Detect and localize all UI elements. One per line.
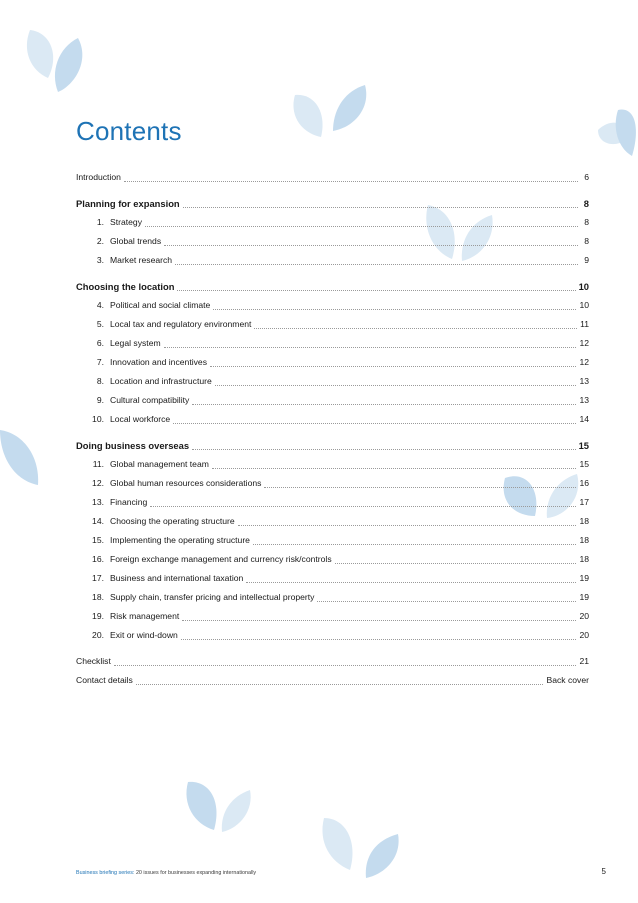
leaf-decoration-top-right xyxy=(588,100,638,170)
toc-label: Contact details xyxy=(76,675,133,685)
toc-label: Strategy xyxy=(110,217,143,227)
toc-label: Global management team xyxy=(110,459,209,469)
toc-label: Financing xyxy=(110,497,148,507)
toc-leader-dots xyxy=(253,543,576,545)
toc-leader-dots xyxy=(136,683,544,685)
toc-item-number: 15. xyxy=(92,535,104,545)
footer xyxy=(76,870,256,876)
toc-item-number: 16. xyxy=(92,554,104,564)
toc-leader-dots xyxy=(183,206,578,208)
toc-section-row[interactable] xyxy=(76,194,589,213)
toc-row[interactable] xyxy=(76,296,589,315)
toc-item-number: 18. xyxy=(92,592,104,602)
toc-page-number: 8 xyxy=(584,236,589,246)
toc-page-number: 19 xyxy=(579,573,589,583)
toc-leader-dots xyxy=(264,486,576,488)
leaf-decoration-left-edge xyxy=(0,425,50,505)
toc-row[interactable] xyxy=(76,493,589,512)
toc-page-number: 21 xyxy=(579,656,589,666)
toc-page-number: 8 xyxy=(584,217,589,227)
toc-row[interactable] xyxy=(76,652,589,671)
toc-page-number: 12 xyxy=(579,357,589,367)
toc-row[interactable] xyxy=(76,410,589,429)
toc-label: Innovation and incentives xyxy=(110,357,207,367)
toc-row[interactable] xyxy=(76,213,589,232)
toc-row[interactable] xyxy=(76,550,589,569)
toc-item-number: 9. xyxy=(96,395,104,405)
toc-label: Doing business overseas xyxy=(76,440,190,451)
toc-item-number: 14. xyxy=(92,516,104,526)
toc-leader-dots xyxy=(145,225,578,227)
toc-row[interactable] xyxy=(76,512,589,531)
toc-label: Political and social climate xyxy=(110,300,211,310)
toc-item-number: 2. xyxy=(96,236,104,246)
toc-page-number: 18 xyxy=(579,516,589,526)
footer-subtitle: 20 issues for businesses expanding internationally xyxy=(135,870,257,876)
toc-page-number: 18 xyxy=(579,535,589,545)
toc-leader-dots xyxy=(317,600,576,602)
toc-leader-dots xyxy=(210,365,576,367)
toc-label: Supply chain, transfer pricing and intellectual property xyxy=(110,592,315,602)
toc-page-number: 17 xyxy=(579,497,589,507)
toc-page-number: 6 xyxy=(584,172,589,182)
toc-page-number: 14 xyxy=(579,414,589,424)
leaf-decoration-top-middle xyxy=(285,75,375,155)
toc-leader-dots xyxy=(150,505,576,507)
toc-leader-dots xyxy=(182,619,576,621)
toc-leader-dots xyxy=(192,448,575,450)
toc-item-number: 10. xyxy=(92,414,104,424)
toc-row[interactable] xyxy=(76,474,589,493)
toc-leader-dots xyxy=(114,664,577,666)
toc-section-row[interactable] xyxy=(76,436,589,455)
toc-item-number: 6. xyxy=(96,338,104,348)
toc-leader-dots xyxy=(173,422,576,424)
toc-page-number: 15 xyxy=(578,440,589,451)
toc-row[interactable] xyxy=(76,315,589,334)
leaf-decoration-bottom-center xyxy=(180,770,260,840)
toc-leader-dots xyxy=(124,180,578,182)
toc-item-number: 12. xyxy=(92,478,104,488)
toc-leader-dots xyxy=(212,467,577,469)
toc-item-number: 5. xyxy=(96,319,104,329)
toc-label: Legal system xyxy=(110,338,161,348)
toc-item-number: 20. xyxy=(92,630,104,640)
toc-item-number: 13. xyxy=(92,497,104,507)
toc-label: Global human resources considerations xyxy=(110,478,262,488)
toc-label: Risk management xyxy=(110,611,180,621)
toc-row[interactable] xyxy=(76,531,589,550)
toc-item-number: 4. xyxy=(96,300,104,310)
toc-item-number: 3. xyxy=(96,255,104,265)
toc-leader-dots xyxy=(215,384,577,386)
toc-label: Cultural compatibility xyxy=(110,395,190,405)
toc-leader-dots xyxy=(213,308,576,310)
toc-row[interactable] xyxy=(76,671,589,690)
toc-page-number: 12 xyxy=(579,338,589,348)
toc-page-number: 15 xyxy=(579,459,589,469)
toc-label: Location and infrastructure xyxy=(110,376,212,386)
page-number: 5 xyxy=(601,867,606,876)
toc-page-number: 18 xyxy=(579,554,589,564)
toc-leader-dots xyxy=(254,327,577,329)
toc-label: Planning for expansion xyxy=(76,198,180,209)
toc-page-number: 10 xyxy=(579,300,589,310)
toc-label: Implementing the operating structure xyxy=(110,535,250,545)
toc-page-number: 20 xyxy=(579,630,589,640)
toc-page-number: 9 xyxy=(584,255,589,265)
toc-label: Introduction xyxy=(76,172,121,182)
toc-row[interactable] xyxy=(76,391,589,410)
toc-label: Business and international taxation xyxy=(110,573,244,583)
toc-page-number: 13 xyxy=(579,376,589,386)
toc-page-number: 11 xyxy=(580,319,589,329)
toc-leader-dots xyxy=(246,581,576,583)
toc-leader-dots xyxy=(175,263,578,265)
toc-page-number: 13 xyxy=(579,395,589,405)
toc-row[interactable] xyxy=(76,455,589,474)
toc-item-number: 17. xyxy=(92,573,104,583)
table-of-contents xyxy=(76,168,589,690)
toc-leader-dots xyxy=(164,346,577,348)
toc-leader-dots xyxy=(192,403,576,405)
toc-item-number: 7. xyxy=(96,357,104,367)
toc-label: Checklist xyxy=(76,656,111,666)
toc-page-number: 20 xyxy=(579,611,589,621)
toc-item-number: 19. xyxy=(92,611,104,621)
toc-label: Local workforce xyxy=(110,414,171,424)
toc-row[interactable] xyxy=(76,168,589,187)
toc-label: Market research xyxy=(110,255,173,265)
toc-item-number: 11. xyxy=(92,459,104,469)
toc-row[interactable] xyxy=(76,569,589,588)
toc-row[interactable] xyxy=(76,334,589,353)
toc-page-number: 10 xyxy=(578,281,589,292)
toc-item-number: 1. xyxy=(96,217,104,227)
toc-leader-dots xyxy=(238,524,577,526)
toc-row[interactable] xyxy=(76,626,589,645)
toc-leader-dots xyxy=(335,562,577,564)
toc-item-number: 8. xyxy=(96,376,104,386)
toc-page-number: 16 xyxy=(579,478,589,488)
toc-leader-dots xyxy=(181,638,577,640)
toc-row[interactable] xyxy=(76,251,589,270)
toc-row[interactable] xyxy=(76,353,589,372)
toc-page-number: 19 xyxy=(579,592,589,602)
toc-row[interactable] xyxy=(76,372,589,391)
toc-label: Exit or wind-down xyxy=(110,630,178,640)
leaf-decoration-top-left xyxy=(20,20,90,100)
toc-label: Global trends xyxy=(110,236,162,246)
toc-label: Choosing the location xyxy=(76,281,175,292)
toc-label: Foreign exchange management and currency risk/controls xyxy=(110,554,332,564)
leaf-decoration-bottom-right xyxy=(318,810,408,890)
toc-leader-dots xyxy=(177,289,575,291)
toc-page-number: 8 xyxy=(583,198,589,209)
toc-label: Choosing the operating structure xyxy=(110,516,235,526)
toc-leader-dots xyxy=(164,244,578,246)
toc-row[interactable] xyxy=(76,588,589,607)
toc-label: Local tax and regulatory environment xyxy=(110,319,252,329)
toc-row[interactable] xyxy=(76,607,589,626)
toc-section-row[interactable] xyxy=(76,277,589,296)
page-title: Contents xyxy=(76,116,182,146)
toc-page-number: Back cover xyxy=(546,675,589,685)
toc-row[interactable] xyxy=(76,232,589,251)
footer-series: Business briefing series: xyxy=(76,870,135,876)
